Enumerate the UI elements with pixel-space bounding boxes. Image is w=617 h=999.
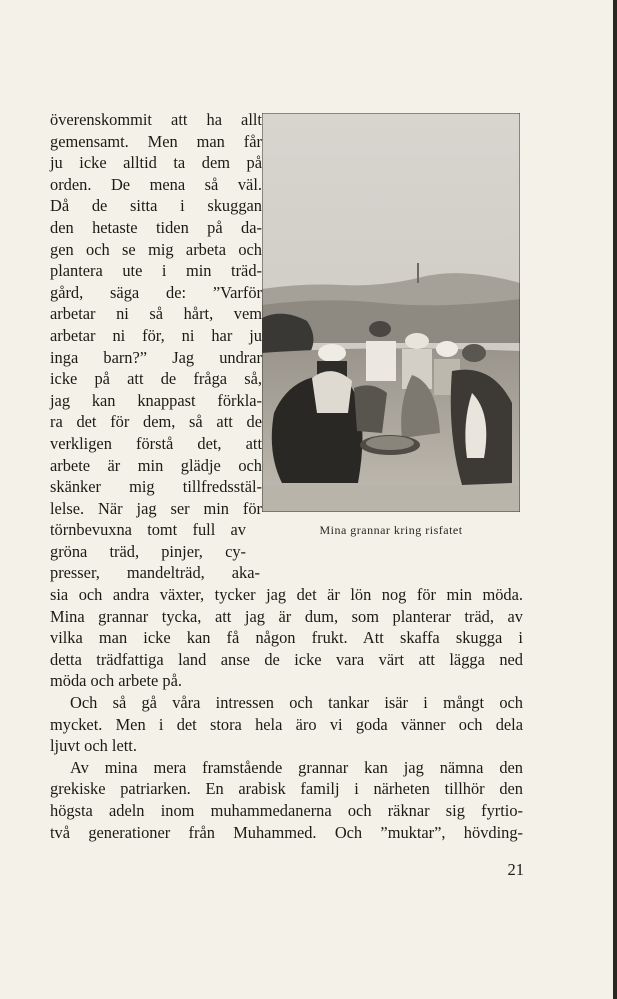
text-line: gemensamt. Men man får — [50, 131, 262, 151]
text-line: högsta adeln inom muhammedanerna och räknar sig fyrtio- — [50, 800, 523, 820]
text-line: möda och arbete på. — [50, 671, 182, 691]
narrow-text-column — [50, 109, 262, 584]
photograph — [262, 113, 520, 512]
text-line: orden. De mena så väl. — [50, 174, 262, 194]
text-line: detta trädfattiga land anse de icke vara värt att lägga ned — [50, 649, 523, 669]
text-line: icke på att de fråga så, — [50, 369, 262, 389]
text-line: sia och andra växter, tycker jag det är lön nog för min möda. — [50, 585, 523, 604]
text-line: två generationer från Muhammed. Och ”muktar”, hövding- — [50, 822, 523, 842]
text-line: grekiske patriarken. En arabisk familj i närheten tillhör den — [50, 779, 523, 799]
text-line: mycket. Men i det stora hela äro vi goda vänner och dela — [50, 714, 523, 734]
neighbors-photo — [262, 113, 520, 512]
text-line: Mina grannar tycka, att jag är dum, som planterar träd, av — [50, 606, 523, 626]
text-line: jag kan knappast förkla- — [50, 390, 262, 410]
text-line: Av mina mera framstående grannar kan jag nämna den — [70, 757, 523, 777]
text-line: skänker mig tillfredsstäl- — [50, 477, 262, 497]
text-line: presser, mandelträd, aka- — [50, 563, 260, 583]
text-line: gröna träd, pinjer, cy- — [50, 541, 246, 561]
page-number: 21 — [507, 860, 524, 879]
photo-caption: Mina grannar kring risfatet — [319, 523, 463, 537]
text-line: plantera ute i min träd- — [50, 261, 262, 281]
text-line: verkligen förstå det, att — [50, 433, 262, 453]
text-line: Då de sitta i skuggan — [50, 196, 262, 216]
text-line: inga barn?” Jag undrar — [50, 347, 262, 367]
full-text-column — [50, 584, 523, 843]
text-line: lelse. När jag ser min för — [50, 498, 262, 518]
text-line: arbetar ni för, ni har ju — [50, 325, 262, 345]
text-line: gård, säga de: ”Varför — [50, 282, 262, 302]
text-line: vilka man icke kan få någon frukt. Att skaffa skugga i — [50, 628, 523, 648]
text-line: Och så gå våra intressen och tankar isär i mångt och — [70, 692, 523, 712]
text-line: den hetaste tiden på da- — [50, 217, 262, 237]
text-line: ju icke alltid ta dem på — [50, 153, 262, 173]
text-line: arbetar ni så hårt, vem — [50, 304, 262, 324]
text-line: arbete är min glädje och — [50, 455, 262, 475]
text-line: ljuvt och lett. — [50, 736, 137, 756]
text-line: ra det för dem, så att de — [50, 412, 262, 432]
page-edge — [613, 0, 617, 999]
text-line: överenskommit att ha allt — [50, 110, 262, 129]
text-line: törnbevuxna tomt full av — [50, 520, 246, 540]
text-line: gen och se mig arbeta och — [50, 239, 262, 259]
